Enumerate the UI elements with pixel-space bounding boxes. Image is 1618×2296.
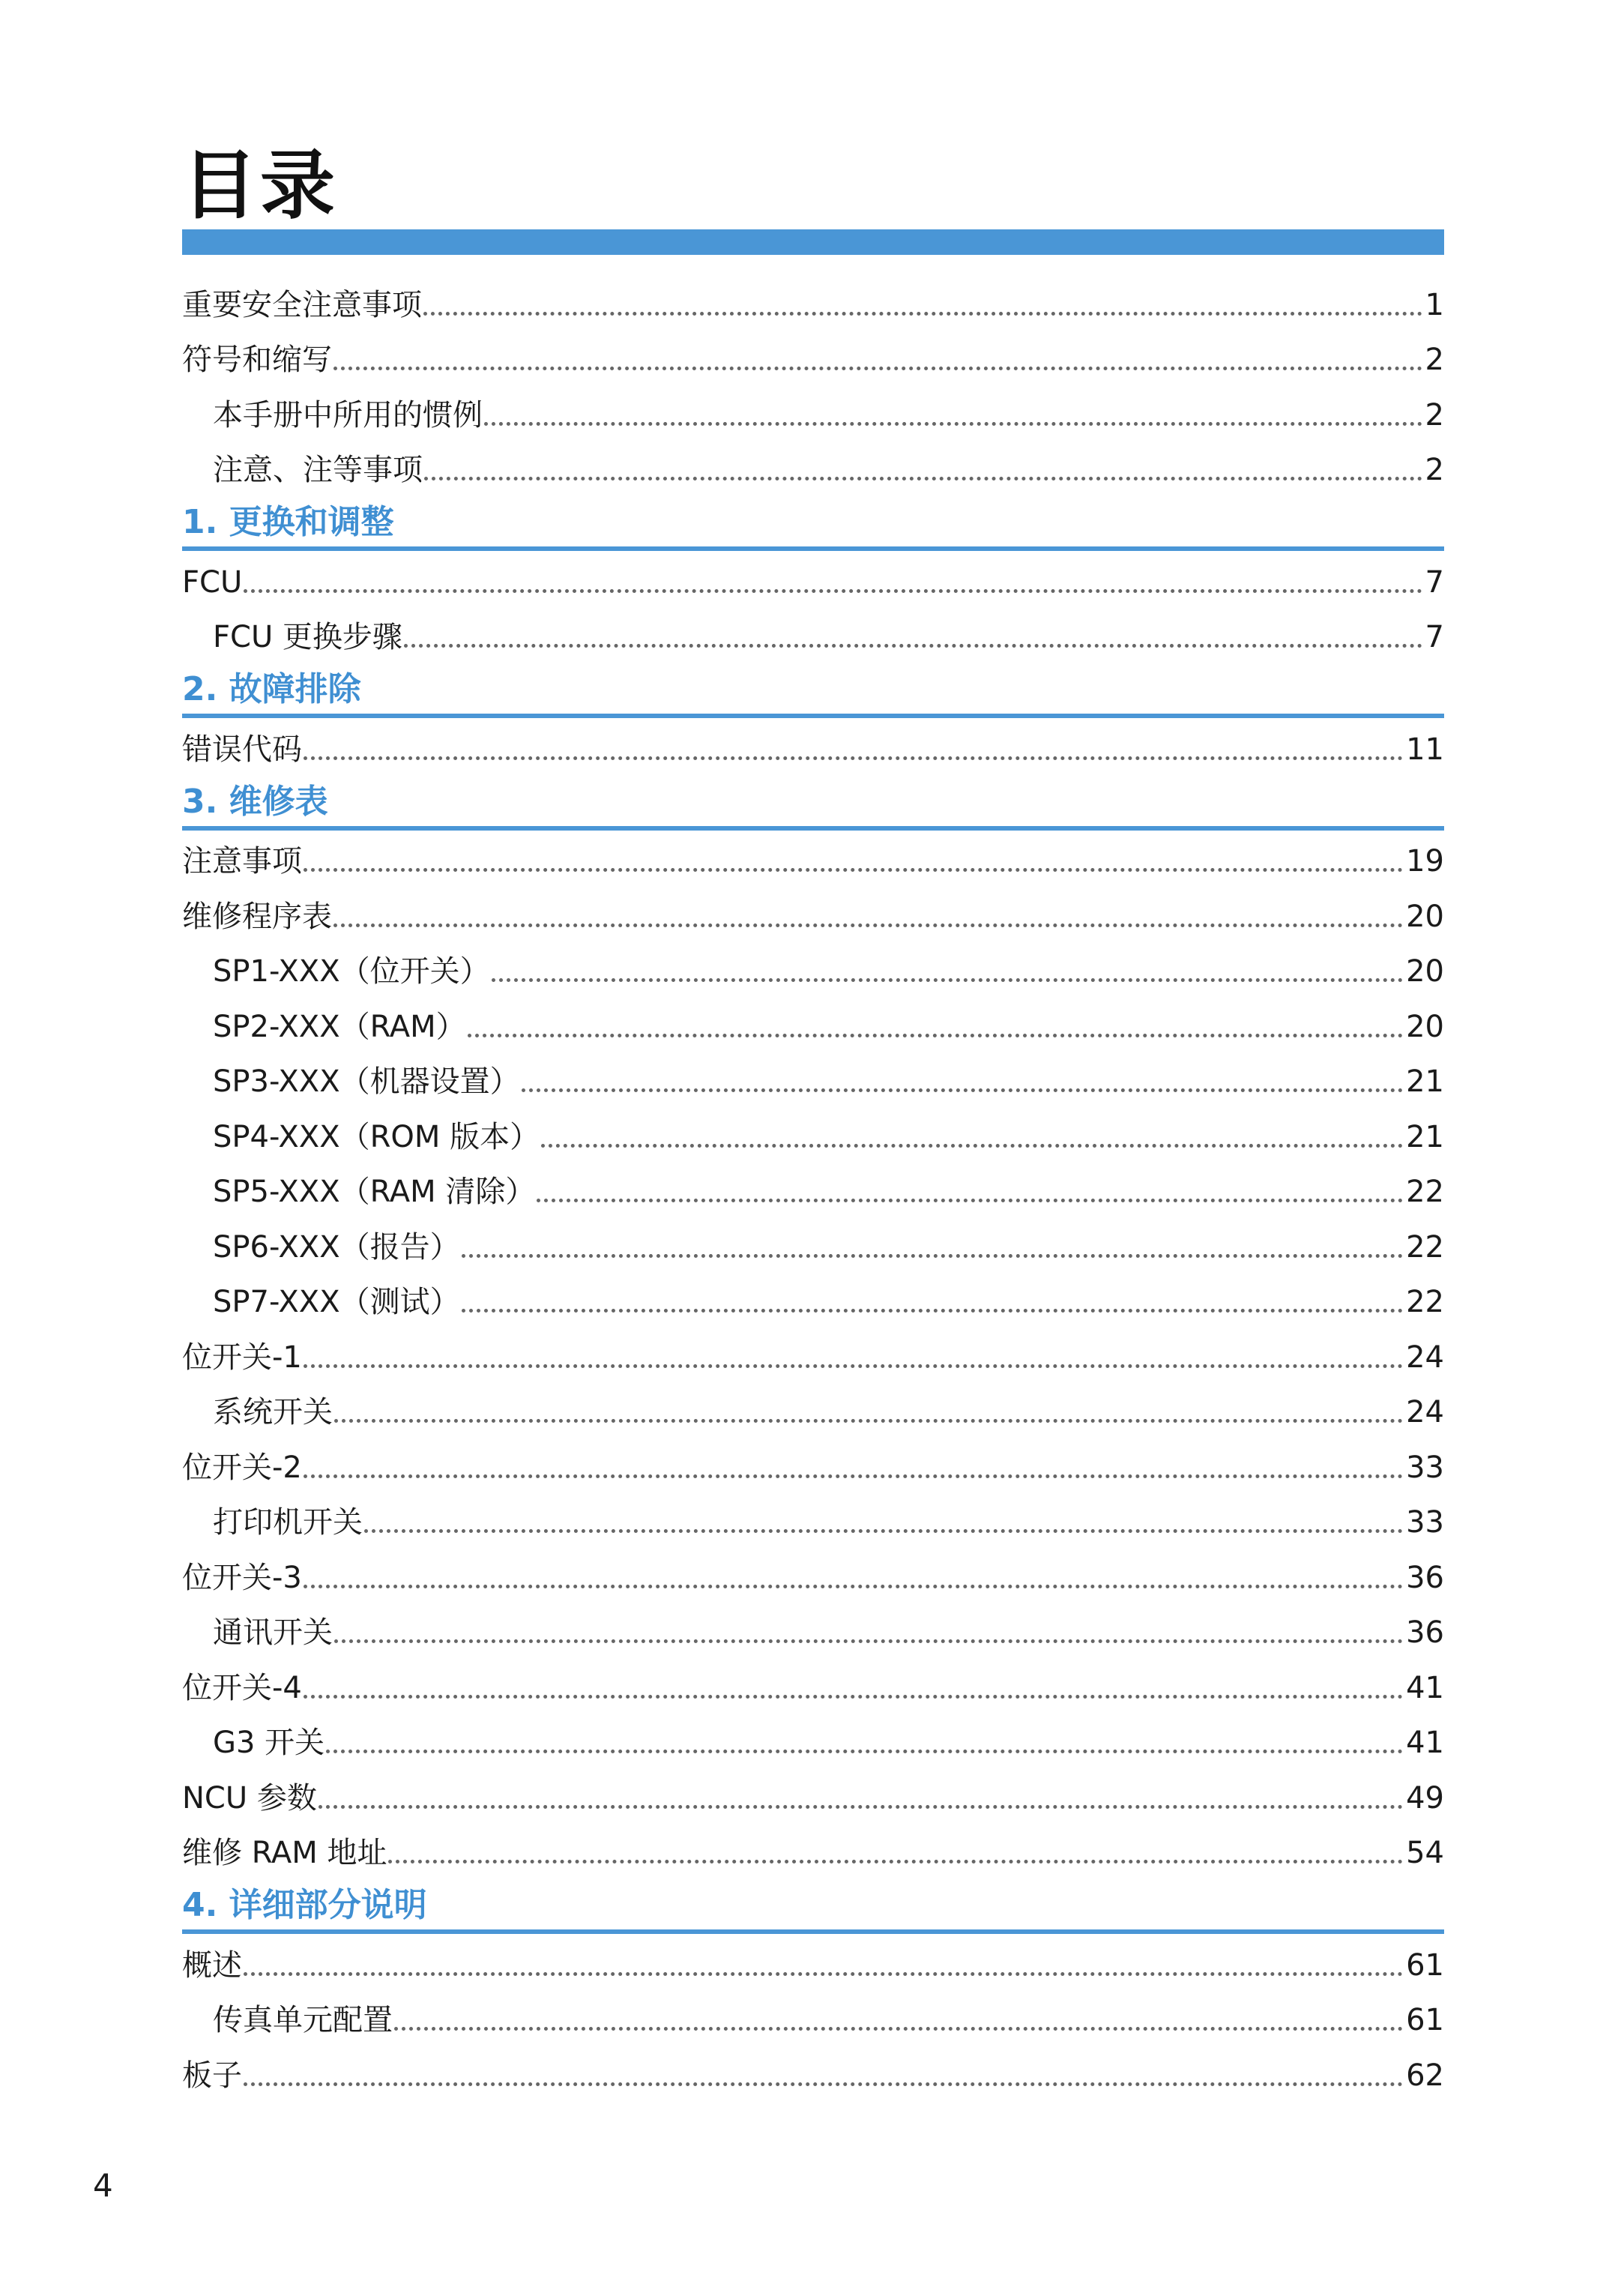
toc-subentry[interactable] [182, 1051, 1444, 1106]
dot-leader [333, 923, 1403, 927]
toc-entry-page: 22 [1406, 1175, 1444, 1209]
toc-subentry[interactable] [182, 1989, 1444, 2045]
toc-entry-label: FCU [182, 564, 243, 600]
toc-entry-page: 36 [1406, 1615, 1444, 1650]
toc-entry-label: SP6-XXX（报告） [213, 1229, 460, 1265]
toc-entry-page: 2 [1425, 397, 1444, 433]
toc-entry-label: SP2-XXX（RAM） [213, 1009, 466, 1044]
dot-leader [334, 1639, 1403, 1643]
toc-entry[interactable] [182, 1822, 1444, 1878]
toc-subentry[interactable] [182, 1106, 1444, 1161]
dot-leader [537, 1199, 1403, 1202]
toc-entry-label: SP4-XXX（ROM 版本） [213, 1119, 540, 1154]
dot-leader [522, 1088, 1403, 1092]
table-of-contents [182, 274, 1444, 2100]
toc-entry-page: 7 [1425, 564, 1444, 600]
toc-entry[interactable] [182, 831, 1444, 886]
toc-entry-label: 错误代码 [182, 732, 302, 767]
title-underline-bar [182, 229, 1444, 255]
toc-entry-page: 24 [1406, 1395, 1444, 1429]
toc-entry-label: 板子 [182, 2058, 242, 2093]
toc-entry-label: 通讯开关 [213, 1615, 333, 1650]
toc-entry-label: 打印机开关 [213, 1505, 363, 1540]
dot-leader [326, 1750, 1403, 1753]
toc-subentry[interactable] [182, 1492, 1444, 1547]
toc-entry-page: 2 [1425, 453, 1444, 487]
toc-entry-page: 54 [1406, 1836, 1444, 1870]
chapter-heading[interactable]: 1. 更换和调整 [182, 494, 1444, 551]
chapter-heading[interactable]: 2. 故障排除 [182, 661, 1444, 718]
toc-entry-page: 41 [1406, 1670, 1444, 1705]
toc-entry[interactable] [182, 1546, 1444, 1602]
toc-entry-page: 1 [1425, 287, 1444, 322]
toc-entry-page: 62 [1406, 2058, 1444, 2093]
toc-entry-page: 21 [1406, 1119, 1444, 1154]
toc-entry[interactable] [182, 1657, 1444, 1712]
toc-subentry[interactable] [182, 1161, 1444, 1217]
dot-leader [484, 422, 1422, 426]
toc-entry[interactable] [182, 329, 1444, 385]
toc-entry-label: NCU 参数 [182, 1780, 317, 1816]
toc-entry-page: 22 [1406, 1229, 1444, 1265]
toc-entry[interactable] [182, 551, 1444, 606]
toc-subentry[interactable] [182, 1712, 1444, 1768]
toc-entry-label: FCU 更换步骤 [213, 620, 402, 654]
dot-leader [304, 1364, 1403, 1368]
dot-leader [404, 644, 1422, 648]
dot-leader [304, 1695, 1403, 1699]
dot-leader [492, 978, 1403, 982]
toc-entry-label: SP5-XXX（RAM 清除） [213, 1175, 536, 1209]
toc-entry-label: 注意、注等事项 [213, 453, 423, 487]
toc-entry-page: 19 [1406, 844, 1444, 879]
toc-subentry[interactable] [182, 384, 1444, 439]
dot-leader [319, 1805, 1403, 1809]
toc-subentry[interactable] [182, 1381, 1444, 1437]
dot-leader [388, 1860, 1403, 1863]
toc-entry-page: 11 [1406, 732, 1444, 767]
toc-entry-label: SP1-XXX（位开关） [213, 954, 490, 989]
toc-entry-label: 位开关-1 [182, 1340, 302, 1375]
toc-entry-page: 20 [1406, 954, 1444, 989]
toc-entry-label: 位开关-2 [182, 1450, 302, 1485]
toc-entry-label: 维修 RAM 地址 [182, 1836, 387, 1870]
toc-entry-page: 2 [1425, 343, 1444, 377]
toc-subentry[interactable] [182, 941, 1444, 996]
toc-entry-page: 24 [1406, 1340, 1444, 1375]
toc-entry[interactable] [182, 1934, 1444, 1989]
toc-entry[interactable] [182, 274, 1444, 329]
toc-entry-label: 注意事项 [182, 844, 302, 879]
toc-entry-page: 21 [1406, 1064, 1444, 1099]
toc-entry[interactable] [182, 1326, 1444, 1381]
toc-entry-label: 本手册中所用的惯例 [213, 397, 483, 433]
toc-entry[interactable] [182, 2044, 1444, 2100]
toc-entry-label: 位开关-4 [182, 1670, 302, 1705]
dot-leader [468, 1034, 1403, 1037]
toc-entry-page: 7 [1425, 620, 1444, 654]
toc-entry-page: 61 [1406, 1947, 1444, 1983]
toc-entry-label: 系统开关 [213, 1395, 333, 1429]
dot-leader [394, 2027, 1403, 2031]
toc-entry[interactable] [182, 1767, 1444, 1822]
toc-entry-label: 符号和缩写 [182, 343, 332, 377]
dot-leader [304, 1474, 1403, 1478]
dot-leader [244, 1972, 1403, 1976]
toc-subentry[interactable] [182, 606, 1444, 662]
dot-leader [364, 1529, 1403, 1533]
toc-entry-page: 20 [1406, 1009, 1444, 1044]
page-number: 4 [93, 2167, 113, 2204]
chapter-heading[interactable]: 3. 维修表 [182, 774, 1444, 831]
dot-leader [244, 589, 1422, 593]
toc-entry-page: 61 [1406, 2003, 1444, 2037]
toc-subentry[interactable] [182, 995, 1444, 1051]
toc-entry-label: G3 开关 [213, 1726, 325, 1760]
toc-entry-page: 33 [1406, 1450, 1444, 1485]
toc-entry-page: 20 [1406, 899, 1444, 934]
toc-entry-label: SP3-XXX（机器设置） [213, 1064, 520, 1099]
dot-leader [333, 367, 1422, 370]
page-title: 目录 [182, 142, 338, 229]
dot-leader [304, 756, 1403, 760]
toc-entry[interactable] [182, 885, 1444, 941]
dot-leader [462, 1254, 1403, 1258]
toc-entry-label: 传真单元配置 [213, 2003, 393, 2037]
toc-entry-page: 36 [1406, 1560, 1444, 1595]
chapter-heading[interactable]: 4. 详细部分说明 [182, 1877, 1444, 1934]
toc-subentry[interactable] [182, 1216, 1444, 1271]
toc-entry-label: 概述 [182, 1947, 242, 1983]
toc-subentry[interactable] [182, 1271, 1444, 1327]
dot-leader [424, 477, 1422, 480]
toc-entry-label: 维修程序表 [182, 899, 332, 934]
toc-entry-label: 重要安全注意事项 [182, 287, 422, 322]
toc-entry[interactable] [182, 718, 1444, 774]
dot-leader [541, 1144, 1403, 1148]
toc-entry-label: SP7-XXX（测试） [213, 1285, 460, 1319]
dot-leader [244, 2082, 1403, 2086]
toc-entry[interactable] [182, 1436, 1444, 1492]
toc-subentry[interactable] [182, 439, 1444, 495]
toc-entry-page: 22 [1406, 1285, 1444, 1319]
toc-entry-page: 49 [1406, 1780, 1444, 1816]
dot-leader [334, 1419, 1403, 1423]
toc-entry-page: 33 [1406, 1505, 1444, 1540]
toc-entry-page: 41 [1406, 1726, 1444, 1760]
dot-leader [462, 1309, 1403, 1313]
dot-leader [304, 868, 1403, 872]
toc-subentry[interactable] [182, 1602, 1444, 1657]
toc-entry-label: 位开关-3 [182, 1560, 302, 1595]
dot-leader [423, 312, 1422, 316]
dot-leader [304, 1585, 1403, 1588]
